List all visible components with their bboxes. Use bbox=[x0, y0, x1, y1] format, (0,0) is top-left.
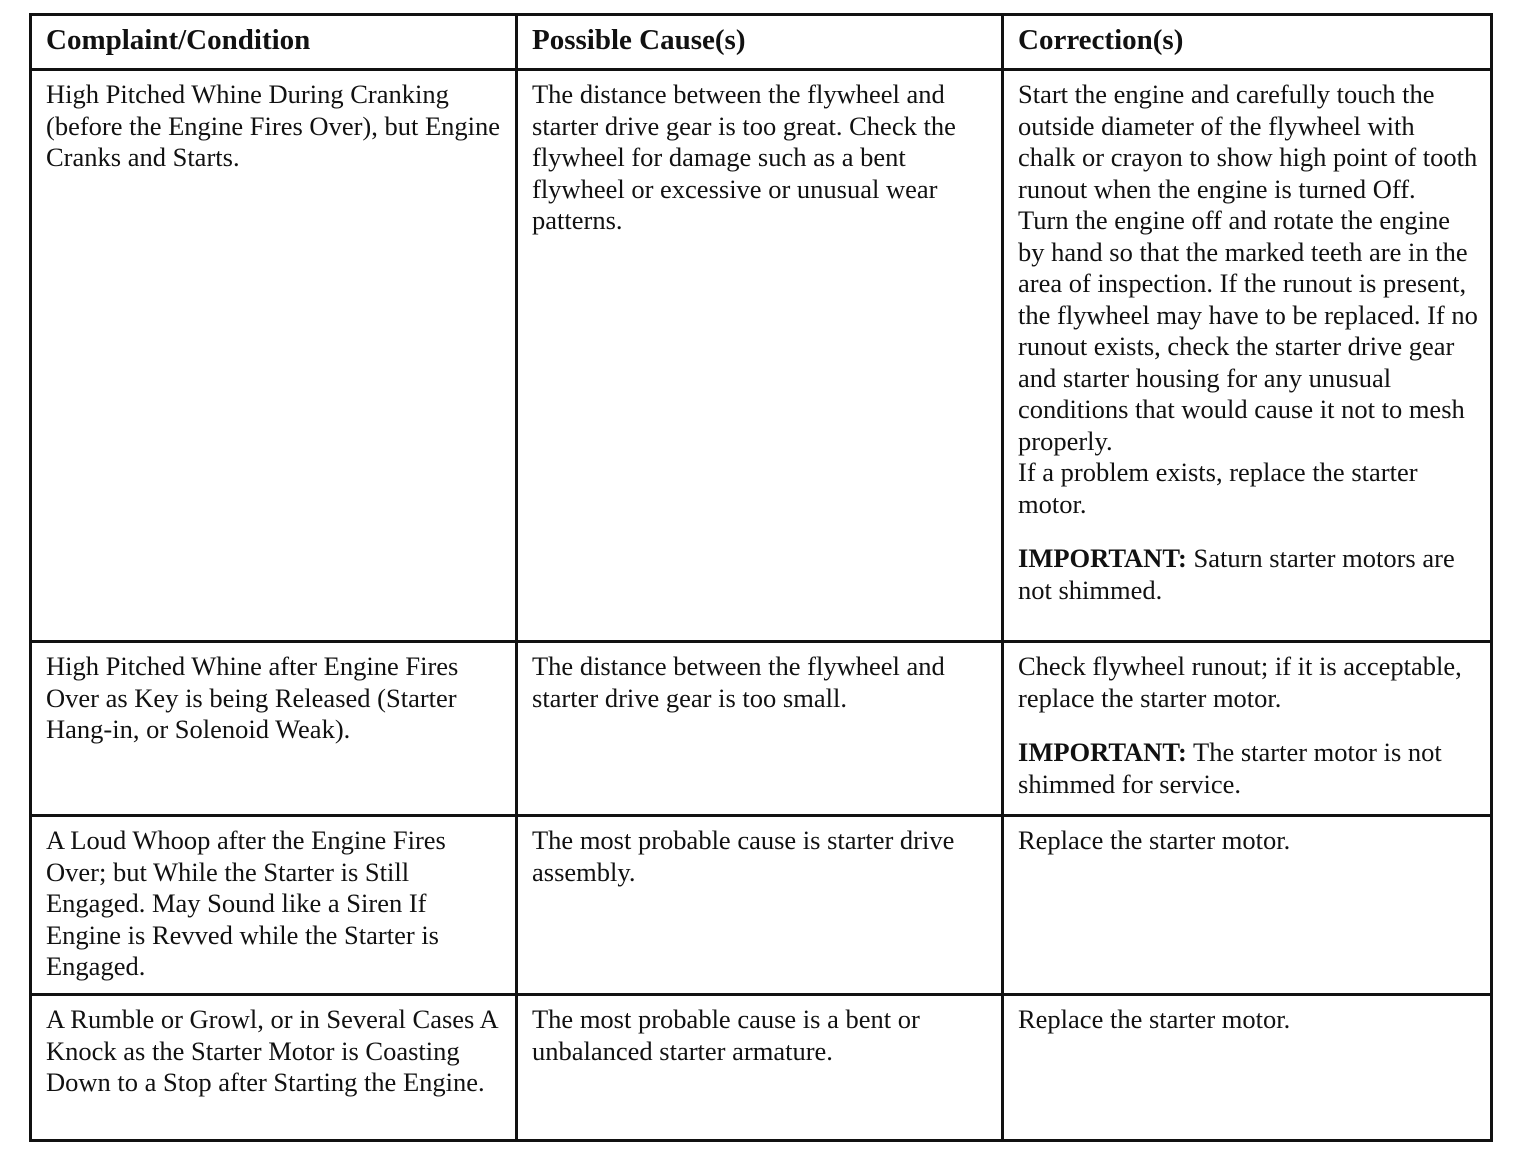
table-row bbox=[31, 70, 1492, 642]
cause-text: The most probable cause is a bent or unbalanced starter armature. bbox=[532, 1004, 920, 1066]
troubleshooting-table bbox=[29, 13, 1493, 1142]
table-row bbox=[31, 816, 1492, 995]
cause-text: The distance between the flywheel and starter drive gear is too great. Check the flywheel for damage such as a bent flywheel or excessive or unusual wear patterns. bbox=[532, 79, 956, 235]
important-label: IMPORTANT: bbox=[1018, 737, 1187, 767]
header-complaint-condition: Complaint/Condition bbox=[31, 15, 517, 70]
table-row bbox=[31, 995, 1492, 1141]
header-row bbox=[31, 15, 1492, 70]
important-text: Saturn starter motors are not shimmed. bbox=[1018, 543, 1455, 605]
correction-text: Replace the starter motor. bbox=[1018, 1004, 1291, 1034]
correction-text: Check flywheel runout; if it is acceptable, replace the starter motor. bbox=[1018, 651, 1462, 713]
correction-cell bbox=[1003, 70, 1492, 642]
condition-text: A Loud Whoop after the Engine Fires Over; but While the Starter is Still Engaged. May Sound like a Siren If Engine is Revved while the Starter is Engaged. bbox=[46, 825, 446, 981]
cause-cell bbox=[517, 642, 1003, 816]
correction-text: Replace the starter motor. bbox=[1018, 825, 1291, 855]
correction-text: If a problem exists, replace the starter motor. bbox=[1018, 457, 1418, 519]
important-text: The starter motor is not shimmed for service. bbox=[1018, 737, 1442, 799]
important-label: IMPORTANT: bbox=[1018, 543, 1187, 573]
header-corrections: Correction(s) bbox=[1003, 15, 1492, 70]
correction-cell bbox=[1003, 995, 1492, 1141]
condition-text: High Pitched Whine During Cranking (before the Engine Fires Over), but Engine Cranks and Starts. bbox=[46, 79, 501, 172]
cause-cell bbox=[517, 816, 1003, 995]
correction-cell bbox=[1003, 642, 1492, 816]
cause-cell bbox=[517, 70, 1003, 642]
condition-text: A Rumble or Growl, or in Several Cases A Knock as the Starter Motor is Coasting Down to a Stop after Starting the Engine. bbox=[46, 1004, 498, 1097]
cause-text: The most probable cause is starter drive assembly. bbox=[532, 825, 955, 887]
table-row bbox=[31, 642, 1492, 816]
correction-text: Turn the engine off and rotate the engine by hand so that the marked teeth are in the area of inspection. If the runout is present, the flywheel may have to be replaced. If no runout exists, check the starter drive gear and starter housing for any unusual conditions that would cause it not to mesh properly. bbox=[1018, 205, 1478, 456]
correction-text: Start the engine and carefully touch the outside diameter of the flywheel with chalk or crayon to show high point of tooth runout when the engine is turned Off. bbox=[1018, 79, 1478, 204]
important-note bbox=[1018, 737, 1478, 800]
condition-cell bbox=[31, 816, 517, 995]
important-note bbox=[1018, 543, 1478, 606]
condition-cell bbox=[31, 995, 517, 1141]
cause-cell bbox=[517, 995, 1003, 1141]
condition-cell bbox=[31, 642, 517, 816]
condition-cell bbox=[31, 70, 517, 642]
header-possible-causes: Possible Cause(s) bbox=[517, 15, 1003, 70]
correction-cell bbox=[1003, 816, 1492, 995]
cause-text: The distance between the flywheel and starter drive gear is too small. bbox=[532, 651, 945, 713]
condition-text: High Pitched Whine after Engine Fires Over as Key is being Released (Starter Hang-in, or Solenoid Weak). bbox=[46, 651, 459, 744]
